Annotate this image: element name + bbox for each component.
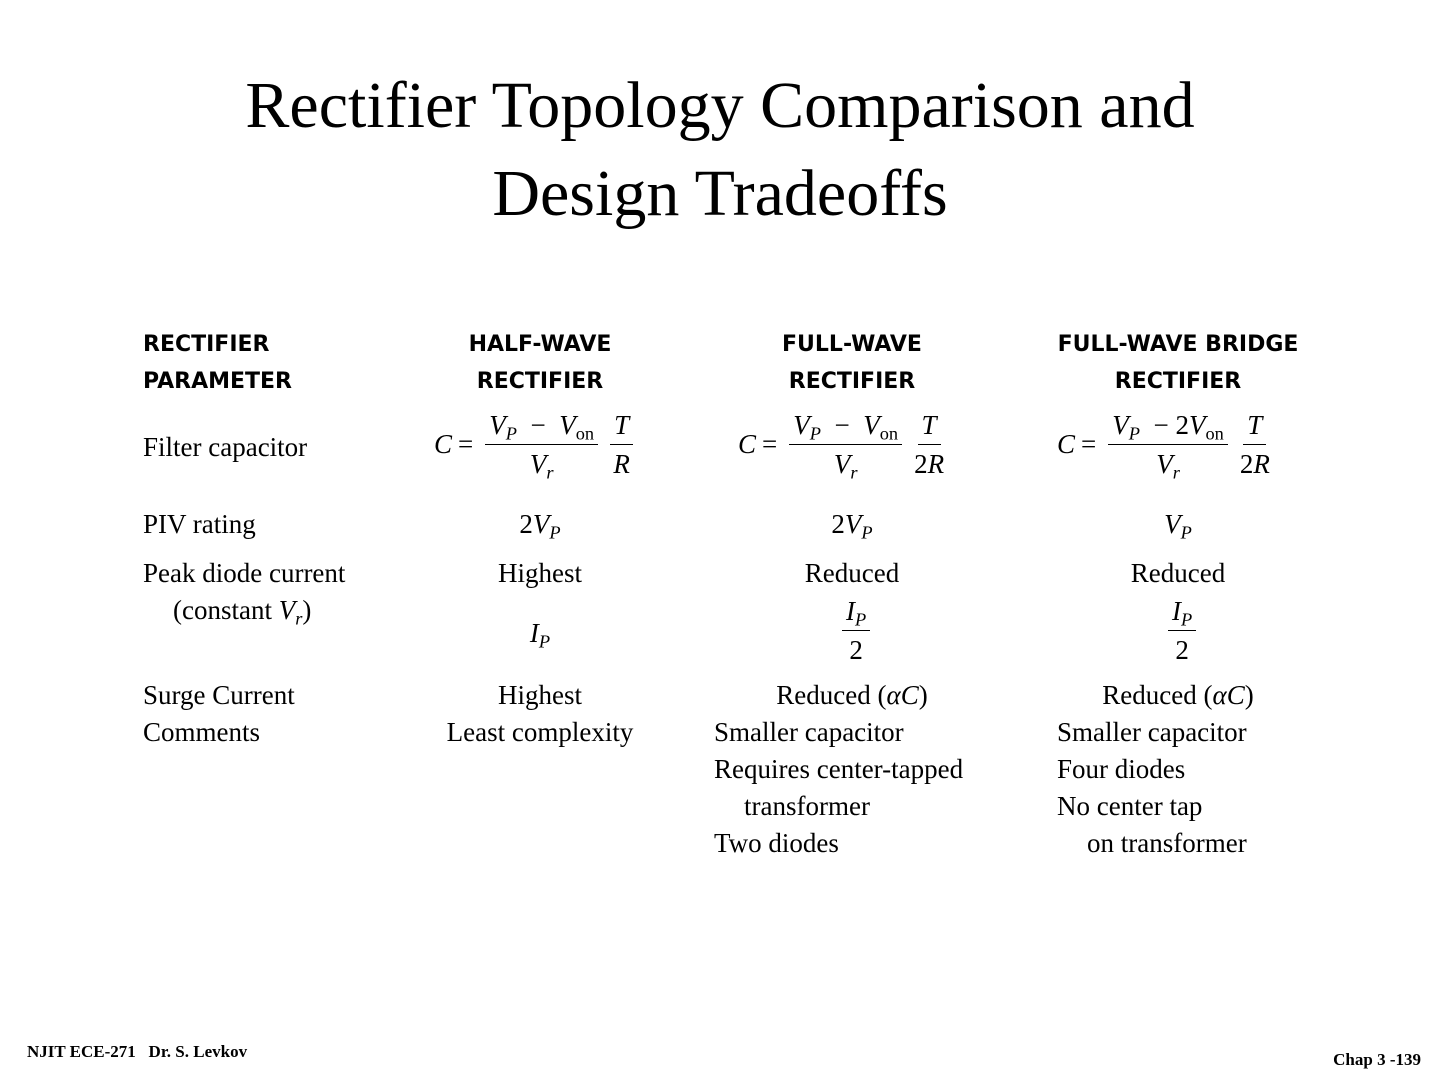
slide-title-line-2: Design Tradeoffs <box>492 157 948 230</box>
row-label-filter-capacitor: Filter capacitor <box>143 432 308 462</box>
header-full-wave: FULL-WAVE RECTIFIER <box>782 332 922 394</box>
surge-full-wave: Reduced (αC) <box>776 680 928 710</box>
row-label-peak-diode-current: Peak diode current <box>143 558 346 588</box>
piv-half-wave: $2V_P$ <box>519 509 561 543</box>
peak-half-wave: Highest <box>498 558 582 588</box>
piv-bridge: $V_P$ <box>1164 509 1192 543</box>
piv-full-wave: $2V_P$ <box>831 509 873 543</box>
equation-full-wave-capacitor: C = $\frac{V_P - V_{on}}{V_r}$ $\frac{T}{2R}$ <box>738 410 945 483</box>
comment-line: Smaller capacitor <box>714 717 904 747</box>
header-bridge: FULL-WAVE BRIDGE RECTIFIER <box>1057 332 1299 394</box>
comment-line: Two diodes <box>714 828 839 858</box>
row-label-comments: Comments <box>143 717 261 747</box>
comment-line: Four diodes <box>1057 754 1186 784</box>
row-label-piv-rating: PIV rating <box>143 509 256 539</box>
row-label-surge-current: Surge Current <box>143 680 295 710</box>
row-label-constant-vr: (constant $V_r$) <box>173 595 312 629</box>
surge-bridge: Reduced (αC) <box>1102 680 1254 710</box>
comments-half-wave: Least complexity <box>446 717 634 747</box>
header-half-wave: HALF-WAVE RECTIFIER <box>468 332 612 394</box>
equation-half-wave-capacitor: C = $\frac{V_P - V_{on}}{V_r}$ $\frac{T}{R}$ <box>434 410 639 479</box>
peak-half-wave-formula: $I_P$ <box>529 618 551 652</box>
peak-bridge: Reduced <box>1130 558 1226 588</box>
peak-bridge-formula: $\frac{I_P}{2}$ <box>1162 596 1202 665</box>
footer-page-number: Chap 3 -139 <box>1333 1050 1421 1069</box>
header-parameter: RECTIFIER PARAMETER <box>143 332 292 394</box>
comment-line: Smaller capacitor <box>1057 717 1247 747</box>
slide-title-line-1: Rectifier Topology Comparison and <box>245 69 1195 142</box>
peak-full-wave-formula: $\frac{I_P}{2}$ <box>836 596 876 665</box>
footer-course-author: NJIT ECE-271 Dr. S. Levkov <box>27 1042 248 1061</box>
equation-bridge-capacitor: C = $\frac{V_P - 2V_{on}}{V_r}$ $\frac{T}{2R}$ <box>1057 410 1270 483</box>
comment-line: on transformer <box>1087 828 1247 858</box>
comment-line: Requires center-tapped <box>714 754 964 784</box>
comments-full-wave <box>714 714 963 862</box>
comment-line: transformer <box>744 791 870 821</box>
slide-title <box>0 62 1440 238</box>
comments-bridge <box>1057 714 1247 862</box>
surge-half-wave: Highest <box>498 680 582 710</box>
peak-full-wave: Reduced <box>804 558 900 588</box>
comment-line: No center tap <box>1057 791 1203 821</box>
